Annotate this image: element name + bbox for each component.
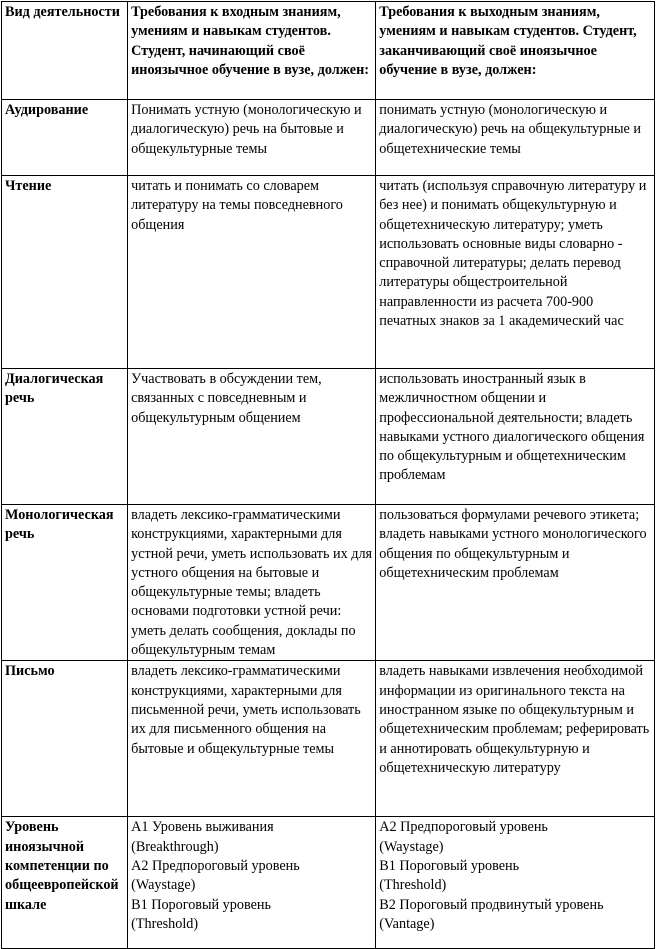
input-requirement-cell: Участвовать в обсуждении тем, связанных с повседневным и общекультурным общением bbox=[128, 369, 376, 505]
activity-cell: Чтение bbox=[2, 176, 128, 369]
input-requirement-cell: владеть лексико-грамматическими конструкциями, характерными для устной речи, уметь использовать их для устного общения на бытовые и общекультурные темы; владеть основами подготовки устной речи: уметь делать сообщения, доклады по общекультурным темам bbox=[128, 505, 376, 661]
output-requirement-cell: пользоваться формулами речевого этикета; владеть навыками устного монологического общения по общекультурным и общетехническим проблемам bbox=[376, 505, 655, 661]
output-requirement-cell: читать (используя справочную литературу и без нее) и понимать общекультурную и общетехническую литературу; уметь использовать основные виды словарно - справочной литературы; делать перевод литературы общестроительной направленности из расчета 700-900 печатных знаков за 1 академический час bbox=[376, 176, 655, 369]
output-requirement-cell: понимать устную (монологическую и диалогическую) речь на общекультурные и общетехнические темы bbox=[376, 100, 655, 176]
activity-cell: Уровень иноязычной компетенции по общеевропейской шкале bbox=[2, 817, 128, 949]
output-requirement-cell: владеть навыками извлечения необходимой информации из оригинального текста на иностранном языке по общекультурным и общетехническим проблемам; реферировать и аннотировать общекультурную и общетехническую литературу bbox=[376, 661, 655, 817]
activity-cell: Монологическая речь bbox=[2, 505, 128, 661]
table-row bbox=[2, 817, 655, 949]
output-requirement-cell: использовать иностранный язык в межличностном общении и профессиональной деятельности; владеть навыками устного диалогического общения по общекультурным и общетехническим проблемам bbox=[376, 369, 655, 505]
header-output-requirements: Требования к выходным знаниям, умениям и навыкам студентов. Студент, заканчивающий своё иноязычное обучение в вузе, должен: bbox=[376, 2, 655, 100]
table-header-row bbox=[2, 2, 655, 100]
table-row bbox=[2, 176, 655, 369]
table-row bbox=[2, 100, 655, 176]
output-requirement-cell: А2 Предпороговый уровень (Waystage) В1 Пороговый уровень (Threshold) В2 Пороговый продвинутый уровень (Vantage) bbox=[376, 817, 655, 949]
activity-cell: Аудирование bbox=[2, 100, 128, 176]
table-row bbox=[2, 661, 655, 817]
input-requirement-cell: А1 Уровень выживания (Breakthrough) А2 Предпороговый уровень (Waystage) В1 Пороговый уровень (Threshold) bbox=[128, 817, 376, 949]
activity-cell: Диалогическая речь bbox=[2, 369, 128, 505]
input-requirement-cell: Понимать устную (монологическую и диалогическую) речь на бытовые и общекультурные темы bbox=[128, 100, 376, 176]
header-input-requirements: Требования к входным знаниям, умениям и навыкам студентов. Студент, начинающий своё иноязычное обучение в вузе, должен: bbox=[128, 2, 376, 100]
input-requirement-cell: читать и понимать со словарем литературу на темы повседневного общения bbox=[128, 176, 376, 369]
table-row bbox=[2, 505, 655, 661]
competence-requirements-table bbox=[1, 1, 655, 949]
input-requirement-cell: владеть лексико-грамматическими конструкциями, характерными для письменной речи, уметь использовать их для письменного общения на бытовые и общекультурные темы bbox=[128, 661, 376, 817]
table-row bbox=[2, 369, 655, 505]
activity-cell: Письмо bbox=[2, 661, 128, 817]
header-activity-type: Вид деятельности bbox=[2, 2, 128, 100]
